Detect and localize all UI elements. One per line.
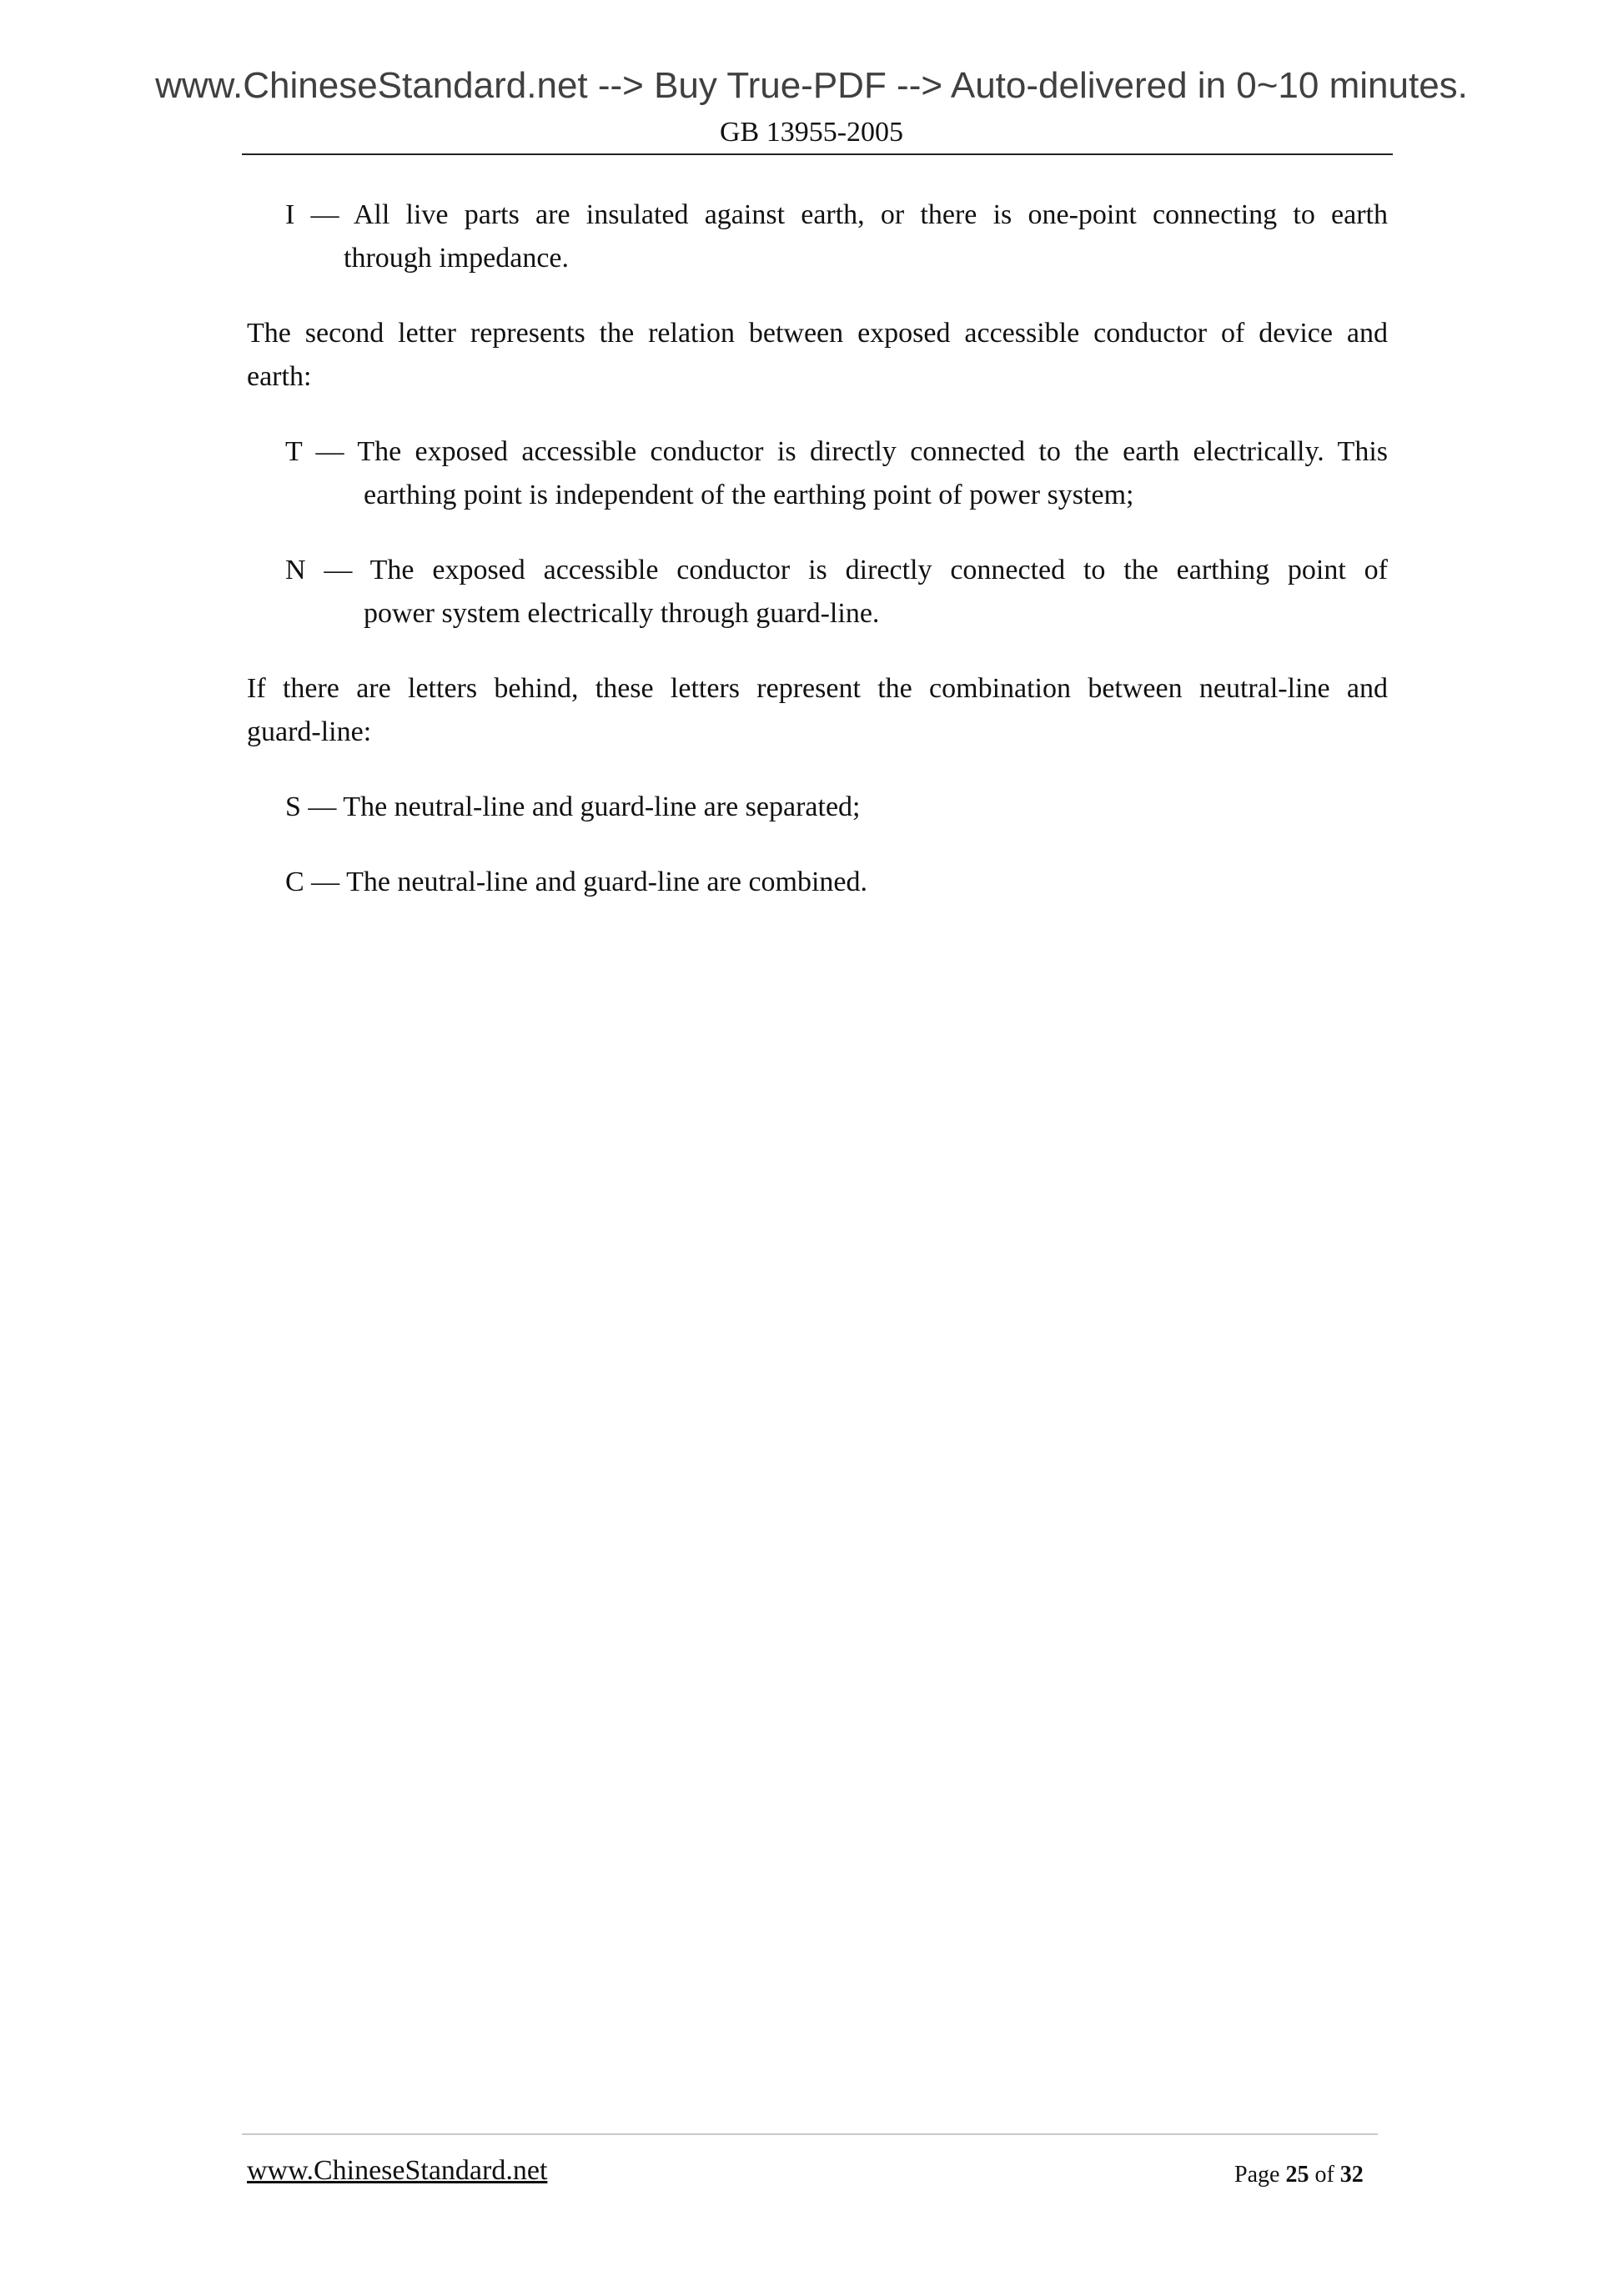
- list-item-n: [247, 549, 1388, 636]
- footer-website-link[interactable]: www.ChineseStandard.net: [247, 2155, 548, 2186]
- paragraph-letters-behind: [247, 667, 1388, 754]
- list-item-i-line2: through impedance.: [344, 243, 570, 274]
- list-item-c: [247, 861, 1388, 904]
- paragraph-letters-behind-line2: guard-line:: [247, 716, 372, 747]
- list-item-n-line2: power system electrically through guard-line.: [364, 598, 880, 629]
- list-item-t-line2: earthing point is independent of the earthing point of power system;: [364, 480, 1134, 510]
- list-item-n-line1: N — The exposed accessible conductor is directly connected to the earthing point of: [285, 555, 1388, 585]
- list-item-c-text: C — The neutral-line and guard-line are combined.: [285, 867, 868, 897]
- footer-divider: [242, 2133, 1378, 2135]
- paragraph-second-letter-line2: earth:: [247, 361, 312, 392]
- page-of: of: [1314, 2162, 1334, 2188]
- page-total: 32: [1339, 2162, 1364, 2188]
- header-banner: www.ChineseStandard.net --> Buy True-PDF --> Auto-delivered in 0~10 minutes.: [155, 65, 1468, 106]
- page-current: 25: [1285, 2162, 1309, 2188]
- paragraph-second-letter-line1: The second letter represents the relation between exposed accessible conductor of device and: [247, 318, 1388, 349]
- page-number: [1234, 2162, 1364, 2188]
- list-item-i-line1: I — All live parts are insulated against earth, or there is one-point connecting to earth: [285, 199, 1388, 230]
- list-item-t: [247, 430, 1388, 517]
- paragraph-second-letter: [247, 312, 1388, 399]
- page-prefix: Page: [1234, 2162, 1280, 2188]
- list-item-s-text: S — The neutral-line and guard-line are separated;: [285, 791, 861, 822]
- list-item-s: [247, 786, 1388, 829]
- paragraph-letters-behind-line1: If there are letters behind, these letters represent the combination between neutral-line and: [247, 673, 1388, 704]
- list-item-t-line1: T — The exposed accessible conductor is directly connected to the earth electrically. This: [285, 436, 1388, 467]
- page-content: [247, 193, 1388, 936]
- list-item-i: [247, 193, 1388, 280]
- document-code: GB 13955-2005: [719, 117, 904, 148]
- header-divider: [242, 153, 1393, 155]
